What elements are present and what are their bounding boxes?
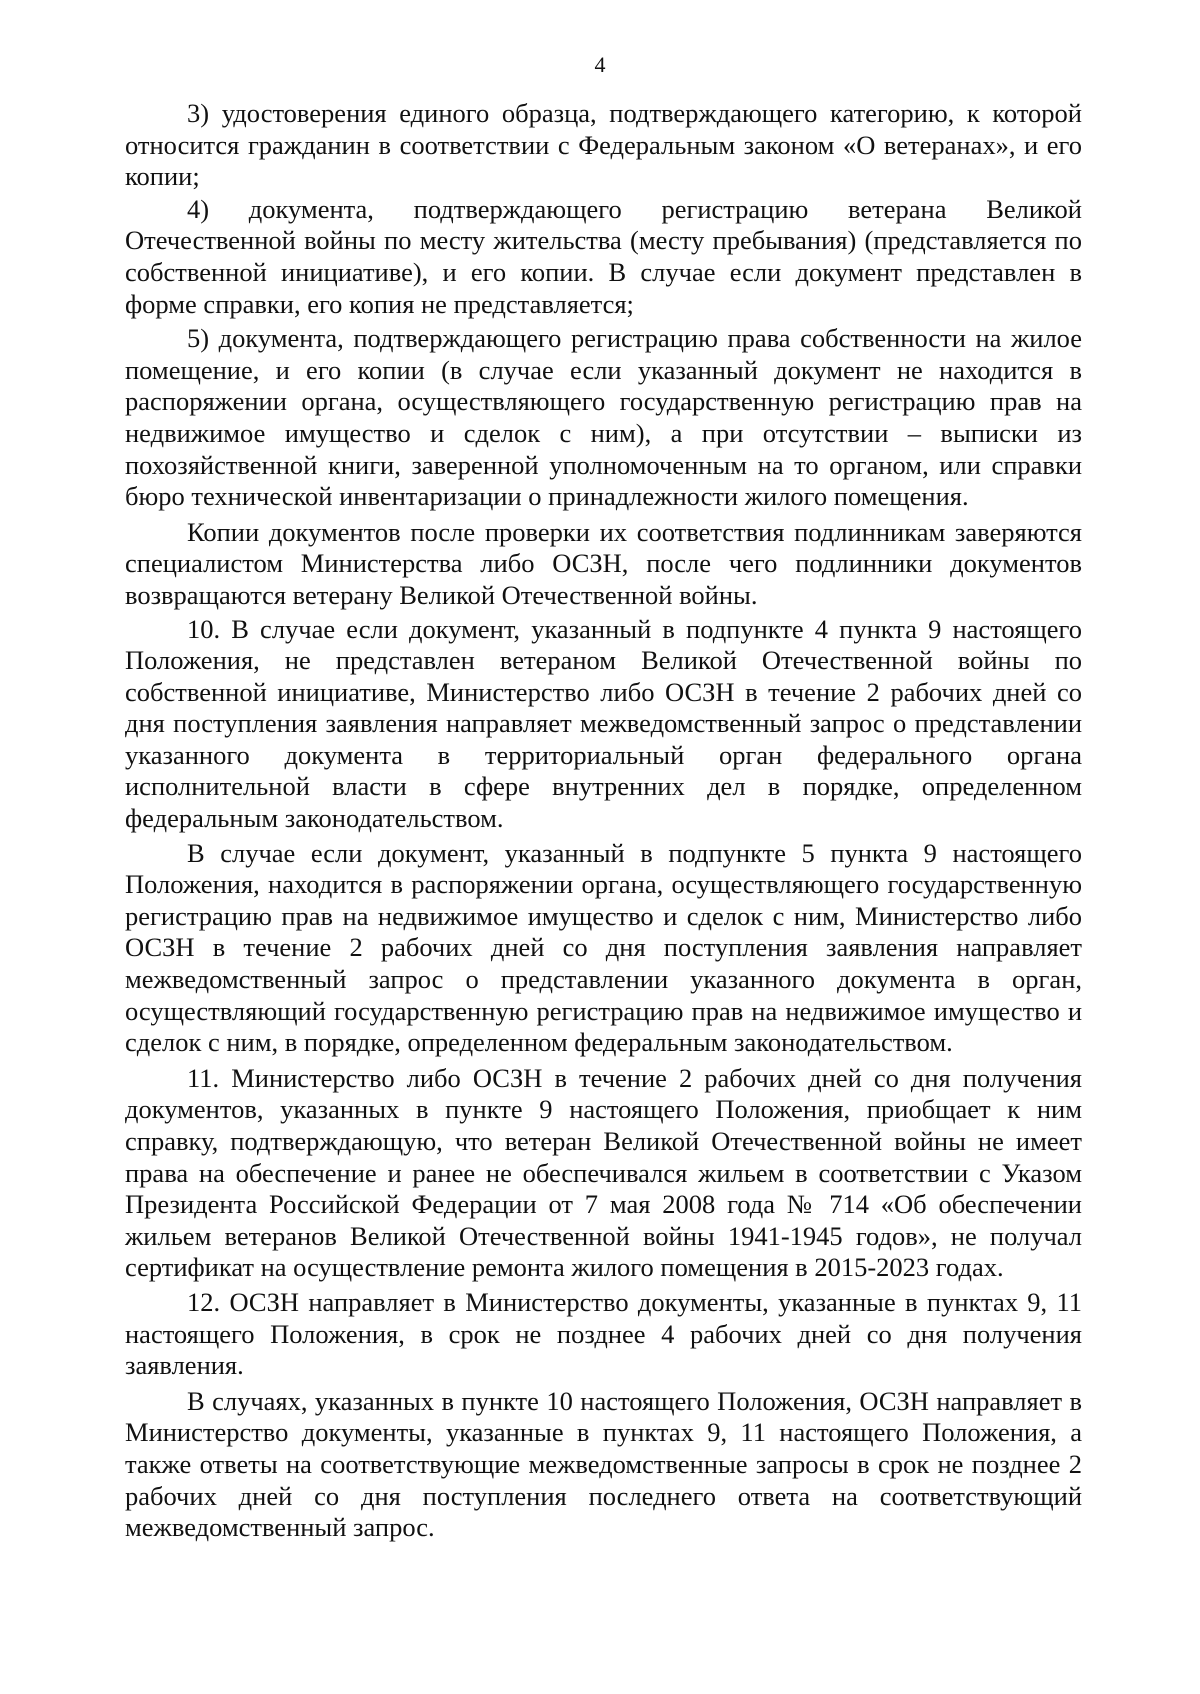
document-body: [125, 98, 1082, 1544]
paragraph-copies-certification: Копии документов после проверки их соответствия подлинникам заверяются специалистом Министерства либо ОСЗН, после чего подлинники документов возвращаются ветерану Великой Отечественной войны.: [125, 516, 1082, 610]
paragraph-item-5: 5) документа, подтверждающего регистрацию права собственности на жилое помещение, и его копии (в случае если указанный документ не находится в распоряжении органа, осуществляющего государственную регистрацию прав на недвижимое имущество и сделок с ним), а при отсутствии – выписки из похозяйственной книги, заверенной уполномоченным на то органом, или справки бюро технической инвентаризации о принадлежности жилого помещения.: [125, 323, 1082, 512]
page-number: 4: [594, 52, 606, 77]
paragraph-item-3: 3) удостоверения единого образца, подтверждающего категорию, к которой относится гражданин в соответствии с Федеральным законом «О ветеранах», и его копии;: [125, 98, 1082, 192]
paragraph-item-4: 4) документа, подтверждающего регистрацию ветерана Великой Отечественной войны по месту жительства (месту пребывания) (представляется по собственной инициативе), и его копии. В случае если документ представлен в форме справки, его копия не представляется;: [125, 193, 1082, 319]
paragraph-point-12: 12. ОСЗН направляет в Министерство документы, указанные в пунктах 9, 11 настоящего Положения, в срок не позднее 4 рабочих дней со дня получения заявления.: [125, 1286, 1082, 1381]
paragraph-point-12-continued: В случаях, указанных в пункте 10 настоящего Положения, ОСЗН направляет в Министерство документы, указанные в пунктах 9, 11 настоящего Положения, а также ответы на соответствующие межведомственные запросы в срок не позднее 2 рабочих дней со дня поступления последнего ответа на соответствующий межведомственный запрос.: [125, 1385, 1082, 1543]
paragraph-point-11: 11. Министерство либо ОСЗН в течение 2 рабочих дней со дня получения документов, указанных в пункте 9 настоящего Положения, приобщает к ним справку, подтверждающую, что ветеран Великой Отечественной войны не имеет права на обеспечение и ранее не обеспечивался жильем в соответствии с Указом Президента Российской Федерации от 7 мая 2008 года № 714 «Об обеспечении жильем ветеранов Великой Отечественной войны 1941-1945 годов», не получал сертификат на осуществление ремонта жилого помещения в 2015-2023 годах.: [125, 1062, 1082, 1283]
paragraph-point-10-continued: В случае если документ, указанный в подпункте 5 пункта 9 настоящего Положения, находится в распоряжении органа, осуществляющего государственную регистрацию прав на недвижимое имущество и сделок с ним, Министерство либо ОСЗН в течение 2 рабочих дней со дня поступления заявления направляет межведомственный запрос о представлении указанного документа в орган, осуществляющий государственную регистрацию прав на недвижимое имущество и сделок с ним, в порядке, определенном федеральным законодательством.: [125, 837, 1082, 1058]
paragraph-point-10: 10. В случае если документ, указанный в подпункте 4 пункта 9 настоящего Положения, не представлен ветераном Великой Отечественной войны по собственной инициативе, Министерство либо ОСЗН в течение 2 рабочих дней со дня поступления заявления направляет межведомственный запрос о представлении указанного документа в территориальный орган федерального органа исполнительной власти в сфере внутренних дел в порядке, определенном федеральным законодательством.: [125, 613, 1082, 834]
